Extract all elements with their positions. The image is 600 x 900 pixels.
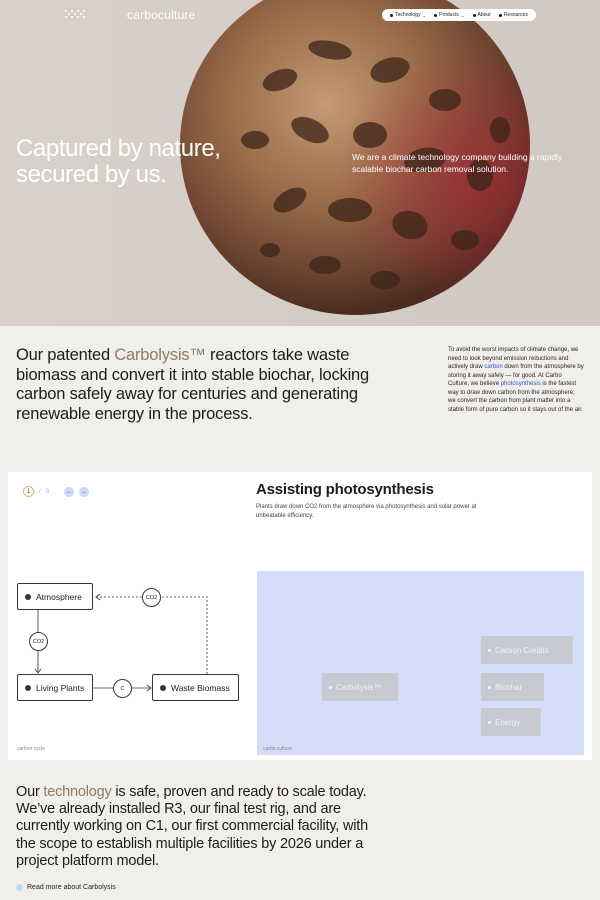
nav-item-products[interactable] — [434, 12, 464, 18]
output-panel — [257, 571, 584, 755]
side-copy-text: down from the atmosphere by storing it away safely — for good. At Carbo Culture, we believe — [448, 364, 584, 387]
node-label: Waste Biomass — [171, 682, 230, 693]
process-slider-card — [8, 472, 592, 760]
diagram-node-waste-biomass — [152, 674, 239, 701]
nav-item-about[interactable] — [473, 12, 491, 18]
slide-pager — [23, 486, 89, 497]
main-nav — [382, 9, 536, 21]
read-more-link[interactable] — [16, 884, 116, 891]
intro-statement — [16, 346, 376, 424]
carbon-cycle-diagram — [8, 572, 253, 707]
side-copy-text: To avoid the worst impacts of climate change, we need to look beyond emission reductions and actively draw — [448, 347, 579, 370]
chip-label: Biochar — [495, 682, 523, 692]
tech-prefix: Our — [16, 784, 44, 800]
intro-suffix: reactors take waste biomass and convert it into stable biochar, locking carbon safely away for centuries and generating renewable energy in the process. — [16, 346, 370, 423]
hero-title-line: secured by us. — [16, 161, 167, 188]
bullet-icon — [473, 14, 476, 17]
chip-carbon-credits — [481, 636, 573, 664]
side-copy-text: is the fastest way to draw down carbon from the atmosphere; we convert the carbon from plant matter into a stable form of pure carbon so it stays out of the air. — [448, 381, 583, 413]
logo-wordmark[interactable]: carboculture — [127, 8, 196, 22]
tech-suffix: is safe, proven and ready to scale today. We’ve already installed R3, our final test rig, and are currently working on C1, our first commercial facility, with the scope to establish multiple facilities by 2026 under a project platform model. — [16, 784, 368, 869]
chip-dot-icon — [488, 721, 491, 724]
photosynthesis-link[interactable]: photosynthesis — [500, 381, 541, 387]
nav-label: Resources — [503, 12, 528, 18]
slide-title: Assisting photosynthesis — [256, 481, 434, 498]
pager-separator: / — [39, 488, 41, 495]
nav-label: Products — [439, 12, 459, 18]
carbolysis-highlight: Carbolysis™ — [114, 346, 206, 364]
edge-label-co2: CO2 — [29, 632, 48, 651]
arrow-left-icon: ← — [66, 488, 73, 495]
node-dot-icon — [25, 685, 31, 691]
nav-label: Technology — [395, 12, 421, 18]
next-slide-button[interactable] — [79, 487, 89, 497]
node-dot-icon — [160, 685, 166, 691]
hero-title-line: Captured by nature, — [16, 135, 221, 162]
hero-subtitle: We are a climate technology company building a rapidly scalable biochar carbon removal solution. — [352, 152, 563, 174]
edge-label-co2: CO2 — [142, 588, 161, 607]
edge-label-carbon: C — [113, 679, 132, 698]
nav-label: About — [477, 12, 491, 18]
bullet-icon — [434, 14, 437, 17]
read-more-label: Read more about Carbolysis — [27, 884, 116, 891]
nav-item-technology[interactable] — [390, 12, 426, 18]
logo-icon[interactable] — [64, 9, 86, 19]
bullet-icon — [390, 14, 393, 17]
intro-prefix: Our patented — [16, 346, 115, 364]
chevron-down-icon: ⌄ — [460, 12, 465, 18]
panel-caption: carbo culture — [263, 746, 292, 752]
chip-dot-icon — [329, 686, 332, 689]
chip-energy — [481, 708, 541, 736]
diagram-node-living-plants — [17, 674, 93, 701]
hero-title — [16, 136, 221, 188]
bullet-icon — [499, 14, 502, 17]
chip-carbolysis — [322, 673, 398, 701]
chevron-down-icon: ⌄ — [422, 12, 426, 18]
chip-label: Carbon Credits — [495, 645, 549, 655]
slide-description: Plants draw down CO2 from the atmosphere via photosynthesis and solar power at unbeatable efficiency. — [256, 504, 477, 519]
node-dot-icon — [25, 594, 31, 600]
diagram-caption: carbon cycle — [17, 746, 46, 752]
chip-biochar — [481, 673, 544, 701]
diagram-node-atmosphere — [17, 583, 93, 610]
prev-slide-button[interactable] — [64, 487, 74, 497]
total-slides: 3 — [45, 488, 50, 495]
hero-section — [0, 0, 600, 326]
chip-dot-icon — [488, 686, 491, 689]
technology-statement — [16, 784, 386, 870]
node-label: Living Plants — [36, 682, 85, 693]
arrow-right-icon: → — [81, 488, 88, 495]
chip-label: Energy — [495, 717, 521, 727]
current-slide-number: 1 — [23, 486, 34, 497]
carbon-link[interactable]: carbon — [484, 364, 503, 370]
bullet-icon — [16, 884, 23, 891]
node-label: Atmosphere — [36, 591, 82, 602]
side-copy — [448, 346, 584, 414]
chip-dot-icon — [488, 649, 491, 652]
technology-highlight: technology — [43, 784, 112, 800]
chip-label: Carbolysis™ — [336, 682, 382, 692]
nav-item-resources[interactable] — [499, 12, 528, 18]
